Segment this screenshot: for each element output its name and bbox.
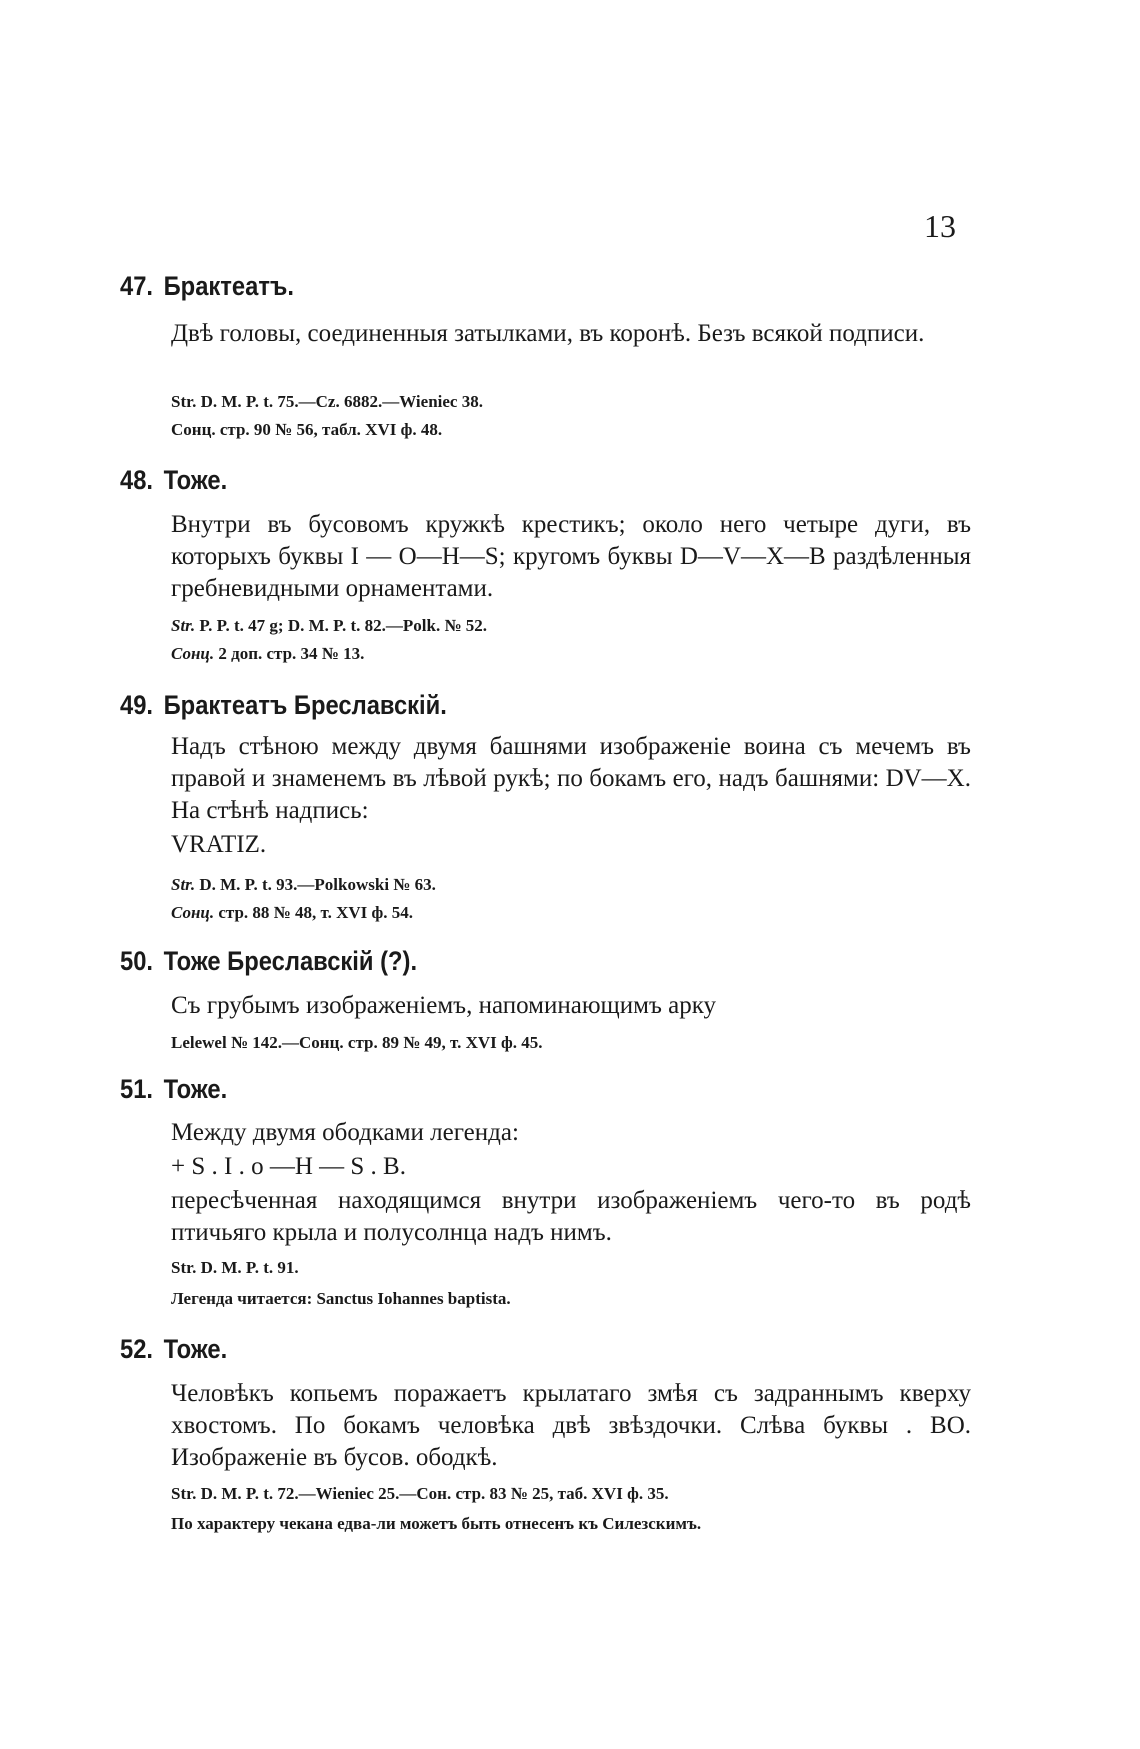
entry-heading [120,1334,227,1364]
entry-number: 47. [120,271,154,301]
entry-description: Внутри въ бусовомъ кружкѣ крестикъ; около него четыре дуги, въ которыхъ буквы I — O—H—S; кругомъ буквы D—V—X—B раздѣленныя гребневидными орнаментами. [171,511,971,602]
entry-description: Надъ стѣною между двумя башнями изображеніе воина съ мечемъ въ правой и знаменемъ въ лѣвой рукѣ; по бокамъ его, надъ башнями: DV—X. На стѣнѣ надпись: [171,733,971,824]
ref-detail: 2 доп. стр. 34 № 13. [214,644,365,663]
bibliographic-reference [171,614,991,638]
entry-title: Тоже Бреславскій (?). [163,946,418,976]
entry-heading [120,946,417,976]
entry-heading [120,465,227,495]
coin-legend: VRATIZ. [171,831,267,858]
bibliographic-reference [171,873,991,897]
entry-description: пересѣченная находящимся внутри изображеніемъ чего-то въ родѣ птичьяго крыла и полусолнца надъ нимъ. [171,1187,971,1246]
coin-legend: + S . I . o —H — S . B. [171,1153,406,1180]
entry-title: Тоже. [163,465,228,495]
ref-source: Сонц. [171,644,215,663]
bibliographic-reference [171,642,991,666]
bibliographic-reference: Lelewel № 142.—Сонц. стр. 89 № 49, т. XVI ф. 45. [171,1033,543,1052]
entry-heading [120,690,447,720]
ref-source: Str. [171,616,196,635]
ref-source: Str. [171,875,196,894]
bibliographic-reference: Сонц. стр. 90 № 56, табл. XVI ф. 48. [171,420,443,439]
ref-detail: P. P. t. 47 g; D. M. P. t. 82.—Polk. № 52. [195,616,488,635]
bibliographic-reference: Str. D. M. P. t. 75.—Cz. 6882.—Wieniec 38. [171,392,483,411]
entry-number: 50. [120,946,154,976]
entry-description: Двѣ головы, соединенныя затылками, въ коронѣ. Безъ всякой подписи. [171,320,925,347]
entry-number: 48. [120,465,154,495]
entry-heading [120,1074,227,1104]
legend-reading: Легенда читается: Sanctus Iohannes baptista. [171,1289,511,1308]
entry-title: Тоже. [163,1334,228,1364]
bibliographic-reference: Str. D. M. P. t. 72.—Wieniec 25.—Сон. стр. 83 № 25, таб. XVI ф. 35. [171,1484,669,1503]
entry-number: 51. [120,1074,154,1104]
entry-number: 49. [120,690,154,720]
ref-detail: стр. 88 № 48, т. XVI ф. 54. [214,903,414,922]
entry-description: Съ грубымъ изображеніемъ, напоминающимъ арку [171,992,717,1019]
note-text: По характеру чекана едва-ли можетъ быть отнесенъ къ Силезскимъ. [171,1514,702,1533]
ref-source: Сонц. [171,903,215,922]
entry-description: Человѣкъ копьемъ поражаетъ крылатаго змѣя съ задраннымъ кверху хвостомъ. По бокамъ человѣка двѣ звѣздочки. Слѣва буквы . BO. Изображеніе въ бусов. ободкѣ. [171,1380,971,1471]
bibliographic-reference: Str. D. M. P. t. 91. [171,1258,299,1277]
entry-title: Брактеатъ. [163,271,294,301]
page-number: 13 [924,208,956,244]
entry-title: Брактеатъ Бреславскій. [163,690,447,720]
entry-number: 52. [120,1334,154,1364]
entry-title: Тоже. [163,1074,228,1104]
bibliographic-reference [171,901,991,925]
entry-heading [120,271,294,301]
ref-detail: D. M. P. t. 93.—Polkowski № 63. [195,875,436,894]
entry-intro: Между двумя ободками легенда: [171,1119,519,1146]
